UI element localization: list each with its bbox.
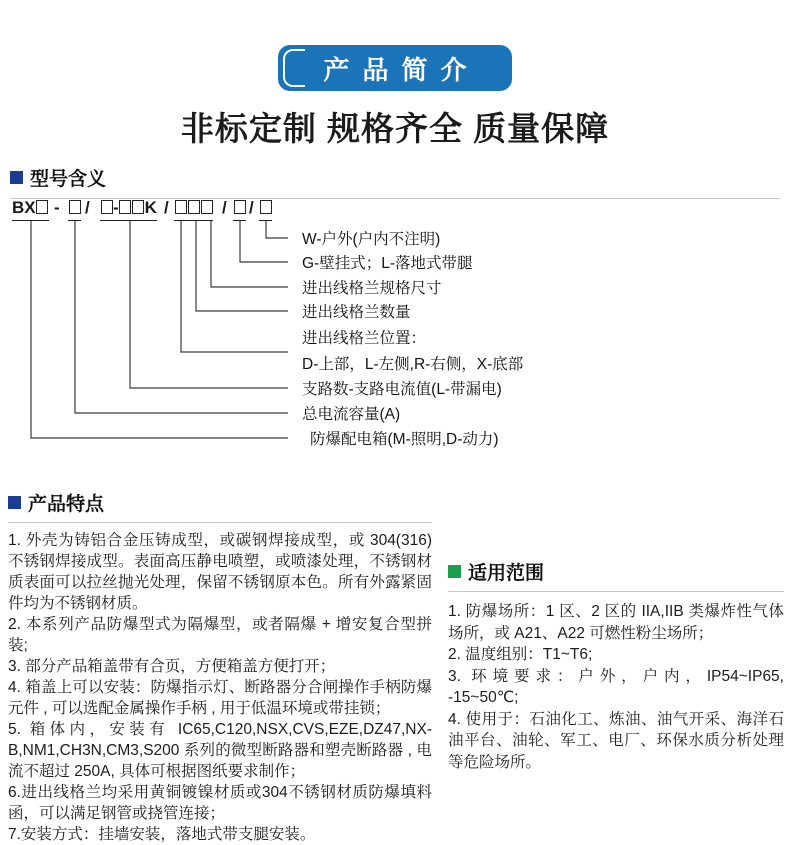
feature-item: 7.安装方式：挂墙安装，落地式带支腿安装。 (8, 826, 316, 843)
application-scope-section (448, 558, 784, 773)
model-code-segment: - K (100, 198, 157, 221)
model-code-diagram (10, 196, 610, 462)
product-intro-banner (278, 45, 512, 91)
features-section-heading: 产品特点 (28, 494, 105, 515)
scope-item: 1. 防爆场所：1 区、2 区的 IIA,IIB 类爆炸性气体场所，或 A21、A22 可燃性粉尘场所； (448, 603, 784, 642)
model-label: 进出线格兰规格尺寸 (302, 280, 442, 297)
model-code-separator: - (54, 198, 60, 217)
model-code-separator: / (164, 198, 169, 217)
model-label: G-壁挂式；L-落地式带腿 (302, 255, 473, 272)
model-label: 防爆配电箱(M-照明,D-动力) (310, 431, 499, 448)
model-section-heading: 型号含义 (30, 169, 107, 190)
model-meaning-section-header (10, 164, 780, 199)
product-features-section (8, 489, 432, 845)
feature-item: 6.进出线格兰均采用黄铜镀镍材质或304不锈钢材质防爆填料函，可以满足钢管或挠管连接； (8, 784, 432, 822)
model-code-segment: BX (12, 198, 49, 221)
page-title: 非标定制 规格齐全 质量保障 (180, 110, 610, 147)
scope-section-heading: 适用范围 (468, 563, 545, 584)
feature-item: 1. 外壳为铸铝合金压铸成型，或碳钢焊接成型，或 304(316) 不锈钢焊接成型。表面高压静电喷塑，或喷漆处理，不锈钢材质表面可以拉丝抛光处理，保留不锈钢原本色。所有外露紧固件均为不锈钢材质。 (8, 532, 432, 612)
model-label: 总电流容量(A) (302, 406, 401, 423)
model-label: D-上部，L-左侧,R-右侧，X-底部 (302, 356, 524, 373)
feature-item: 2. 本系列产品防爆型式为隔爆型，或者隔爆 + 增安复合型拼装; (8, 616, 432, 654)
model-label: 支路数-支路电流值(L-带漏电) (302, 381, 502, 398)
model-label: 进出线格兰位置： (302, 330, 427, 347)
scope-item: 4. 使用于：石油化工、炼油、油气开采、海洋石油平台、油轮、军工、电厂、环保水质分析处理等危险场所。 (448, 710, 784, 771)
model-code-separator: / (222, 198, 227, 217)
model-label: W-户外(户内不注明) (302, 231, 441, 248)
banner-highlight-arc-icon (283, 49, 305, 87)
feature-item: 4. 箱盖上可以安装：防爆指示灯、断路器分合闸操作手柄防爆元件 , 可以选配金属操作手柄 , 用于低温环境或带挂锁； (8, 679, 432, 717)
feature-item: 3. 部分产品箱盖带有合页，方便箱盖方便打开； (8, 658, 336, 675)
model-label: 进出线格兰数量 (302, 304, 411, 321)
bullet-square-icon (8, 496, 21, 509)
scope-item: 2. 温度组别：T1~T6; (448, 646, 593, 663)
bullet-square-icon (10, 171, 23, 184)
feature-item: 5. 箱体内，安装有 IC65,C120,NSX,CVS,EZE,DZ47,NX-B,NM1,CH3N,CM3,S200 系列的微型断路器和塑壳断路器 , 电流不超过 250A, 具体可根据图纸要求制作； (8, 721, 432, 780)
banner-title: 产品简介 (323, 54, 480, 85)
model-code-separator: / (249, 198, 254, 217)
scope-item: 3. 环境要求：户外，户内，IP54~IP65, -15~50℃; (448, 667, 784, 706)
bullet-square-icon (448, 565, 461, 578)
model-code-separator: / (85, 198, 90, 217)
